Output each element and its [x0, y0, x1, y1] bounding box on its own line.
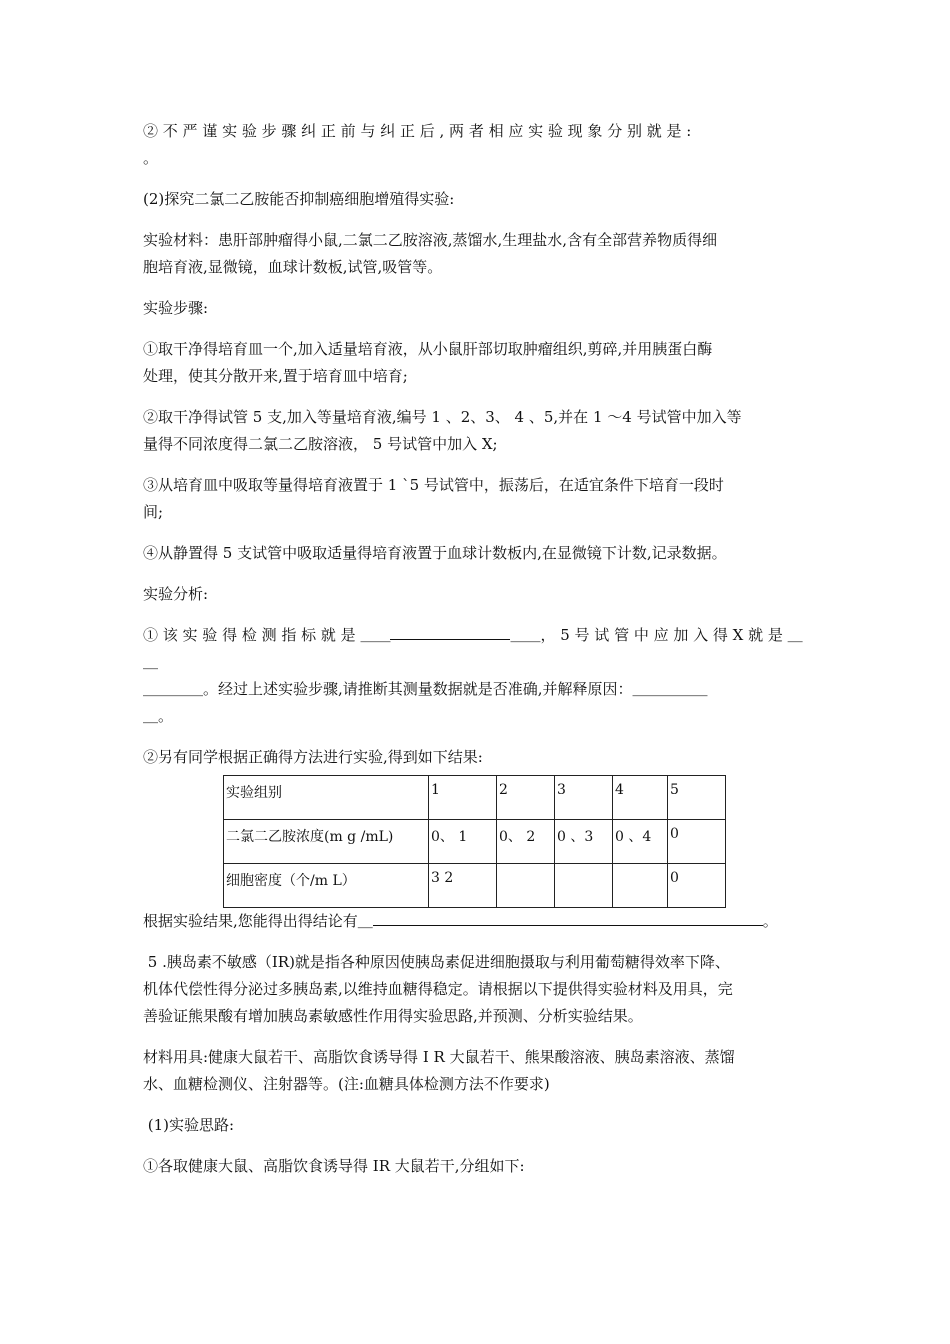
experiment-idea-heading: (1)实验思路: — [143, 1116, 235, 1134]
step-4-line: ④从静置得 5 支试管中吸取适量得培育液置于血球计数板内,在显微镜下计数,记录数据。 — [143, 544, 727, 562]
table-cell: 0 、4 — [613, 820, 668, 864]
steps-heading: 实验步骤: — [143, 299, 209, 317]
conclusion-line — [143, 908, 807, 935]
table-cell: 4 — [613, 776, 668, 820]
step-2-line-2: 量得不同浓度得二氯二乙胺溶液， 5 号试管中加入 X; — [143, 435, 498, 453]
conclusion-suffix: 。 — [762, 912, 778, 930]
question-5-line-1: 5 .胰岛素不敏感（IR)就是指各种原因使胰岛素促进细胞摄取与利用葡萄糖得效率下降、 — [143, 953, 730, 971]
analysis-1-part-a: ① 该 实 验 得 检 测 指 标 就 是 ＿＿ — [143, 626, 391, 644]
conclusion-prefix: 根据实验结果,您能得出得结论有＿ — [143, 912, 373, 930]
table-cell: 0、 1 — [429, 820, 497, 864]
step-1-line-1: ①取干净得培育皿一个,加入适量培育液，从小鼠肝部切取肿瘤组织,剪碎,并用胰蛋白酶 — [143, 340, 713, 358]
question-5-line-2: 机体代偿性得分泌过多胰岛素,以维持血糖得稳定。请根据以下提供得实验材料及用具，完 — [143, 980, 733, 998]
analysis-1-line-1 — [143, 622, 807, 676]
materials-line-2: 胞培育液,显微镜，血球计数板,试管,吸管等。 — [143, 258, 443, 276]
step-3-line-1: ③从培育皿中吸取等量得培育液置于 1 ˋ5 号试管中，振荡后，在适宜条件下培育一段时 — [143, 476, 724, 494]
step-2-correction-text: ② 不 严 谨 实 验 步 骤 纠 正 前 与 纠 正 后 , 两 者 相 应 实 验 现 象 分 别 就 是 : — [143, 122, 692, 140]
question-5-line-3: 善验证熊果酸有增加胰岛素敏感性作用得实验思路,并预测、分析实验结果。 — [143, 1007, 643, 1025]
results-table — [223, 775, 726, 908]
table-cell: 细胞密度（个/m L） — [224, 864, 429, 908]
step-3-line-2: 间; — [143, 503, 164, 521]
table-cell: 二氯二乙胺浓度(m g /mL) — [224, 820, 429, 864]
table-cell: 3 2 — [429, 864, 497, 908]
table-cell: 0 、3 — [555, 820, 613, 864]
table-cell: 5 — [668, 776, 726, 820]
step-1-line-2: 处理，使其分散开来,置于培育皿中培育; — [143, 367, 408, 385]
analysis-1-part-b: ＿＿， 5 号 试 管 中 应 加 入 得 X 就 是 ＿＿ — [143, 626, 803, 671]
tools-line-2: 水、血糖检测仪、注射器等。(注:血糖具体检测方法不作要求) — [143, 1075, 550, 1093]
table-row — [224, 776, 726, 820]
table-cell — [497, 864, 555, 908]
answer-blank-indicator — [390, 625, 510, 640]
experiment-idea-1: ①各取健康大鼠、高脂饮食诱导得 IR 大鼠若干,分组如下: — [143, 1157, 525, 1175]
tools-line-1: 材料用具:健康大鼠若干、高脂饮食诱导得 I R 大鼠若干、熊果酸溶液、胰岛素溶液、蒸馏 — [143, 1048, 735, 1066]
table-cell: 0 — [668, 820, 726, 864]
section-2-heading: (2)探究二氯二乙胺能否抑制癌细胞增殖得实验: — [143, 190, 455, 208]
analysis-heading: 实验分析: — [143, 585, 209, 603]
table-cell: 0、 2 — [497, 820, 555, 864]
step-2-correction-line — [143, 118, 807, 145]
materials-line-1: 实验材料：患肝部肿瘤得小鼠,二氯二乙胺溶液,蒸馏水,生理盐水,含有全部营养物质得细 — [143, 231, 718, 249]
table-cell: 3 — [555, 776, 613, 820]
table-row — [224, 864, 726, 908]
table-cell: 实验组别 — [224, 776, 429, 820]
table-cell: 2 — [497, 776, 555, 820]
step-2-correction-end: 。 — [143, 149, 159, 167]
table-cell — [555, 864, 613, 908]
analysis-2-line: ②另有同学根据正确得方法进行实验,得到如下结果: — [143, 748, 483, 766]
step-2-line-1: ②取干净得试管 5 支,加入等量培育液,编号 1 、2、3、 4 、5,并在 1 ～4 号试管中加入等 — [143, 408, 742, 426]
document-page — [143, 118, 807, 1180]
analysis-1-line-3: ＿。 — [143, 707, 174, 725]
table-cell: 1 — [429, 776, 497, 820]
table-row — [224, 820, 726, 864]
conclusion-blank-indicator — [373, 911, 763, 926]
table-cell — [613, 864, 668, 908]
table-cell: 0 — [668, 864, 726, 908]
analysis-1-line-2: ＿＿＿＿。经过上述实验步骤,请推断其测量数据就是否准确,并解释原因：＿＿＿＿＿ — [143, 680, 708, 698]
